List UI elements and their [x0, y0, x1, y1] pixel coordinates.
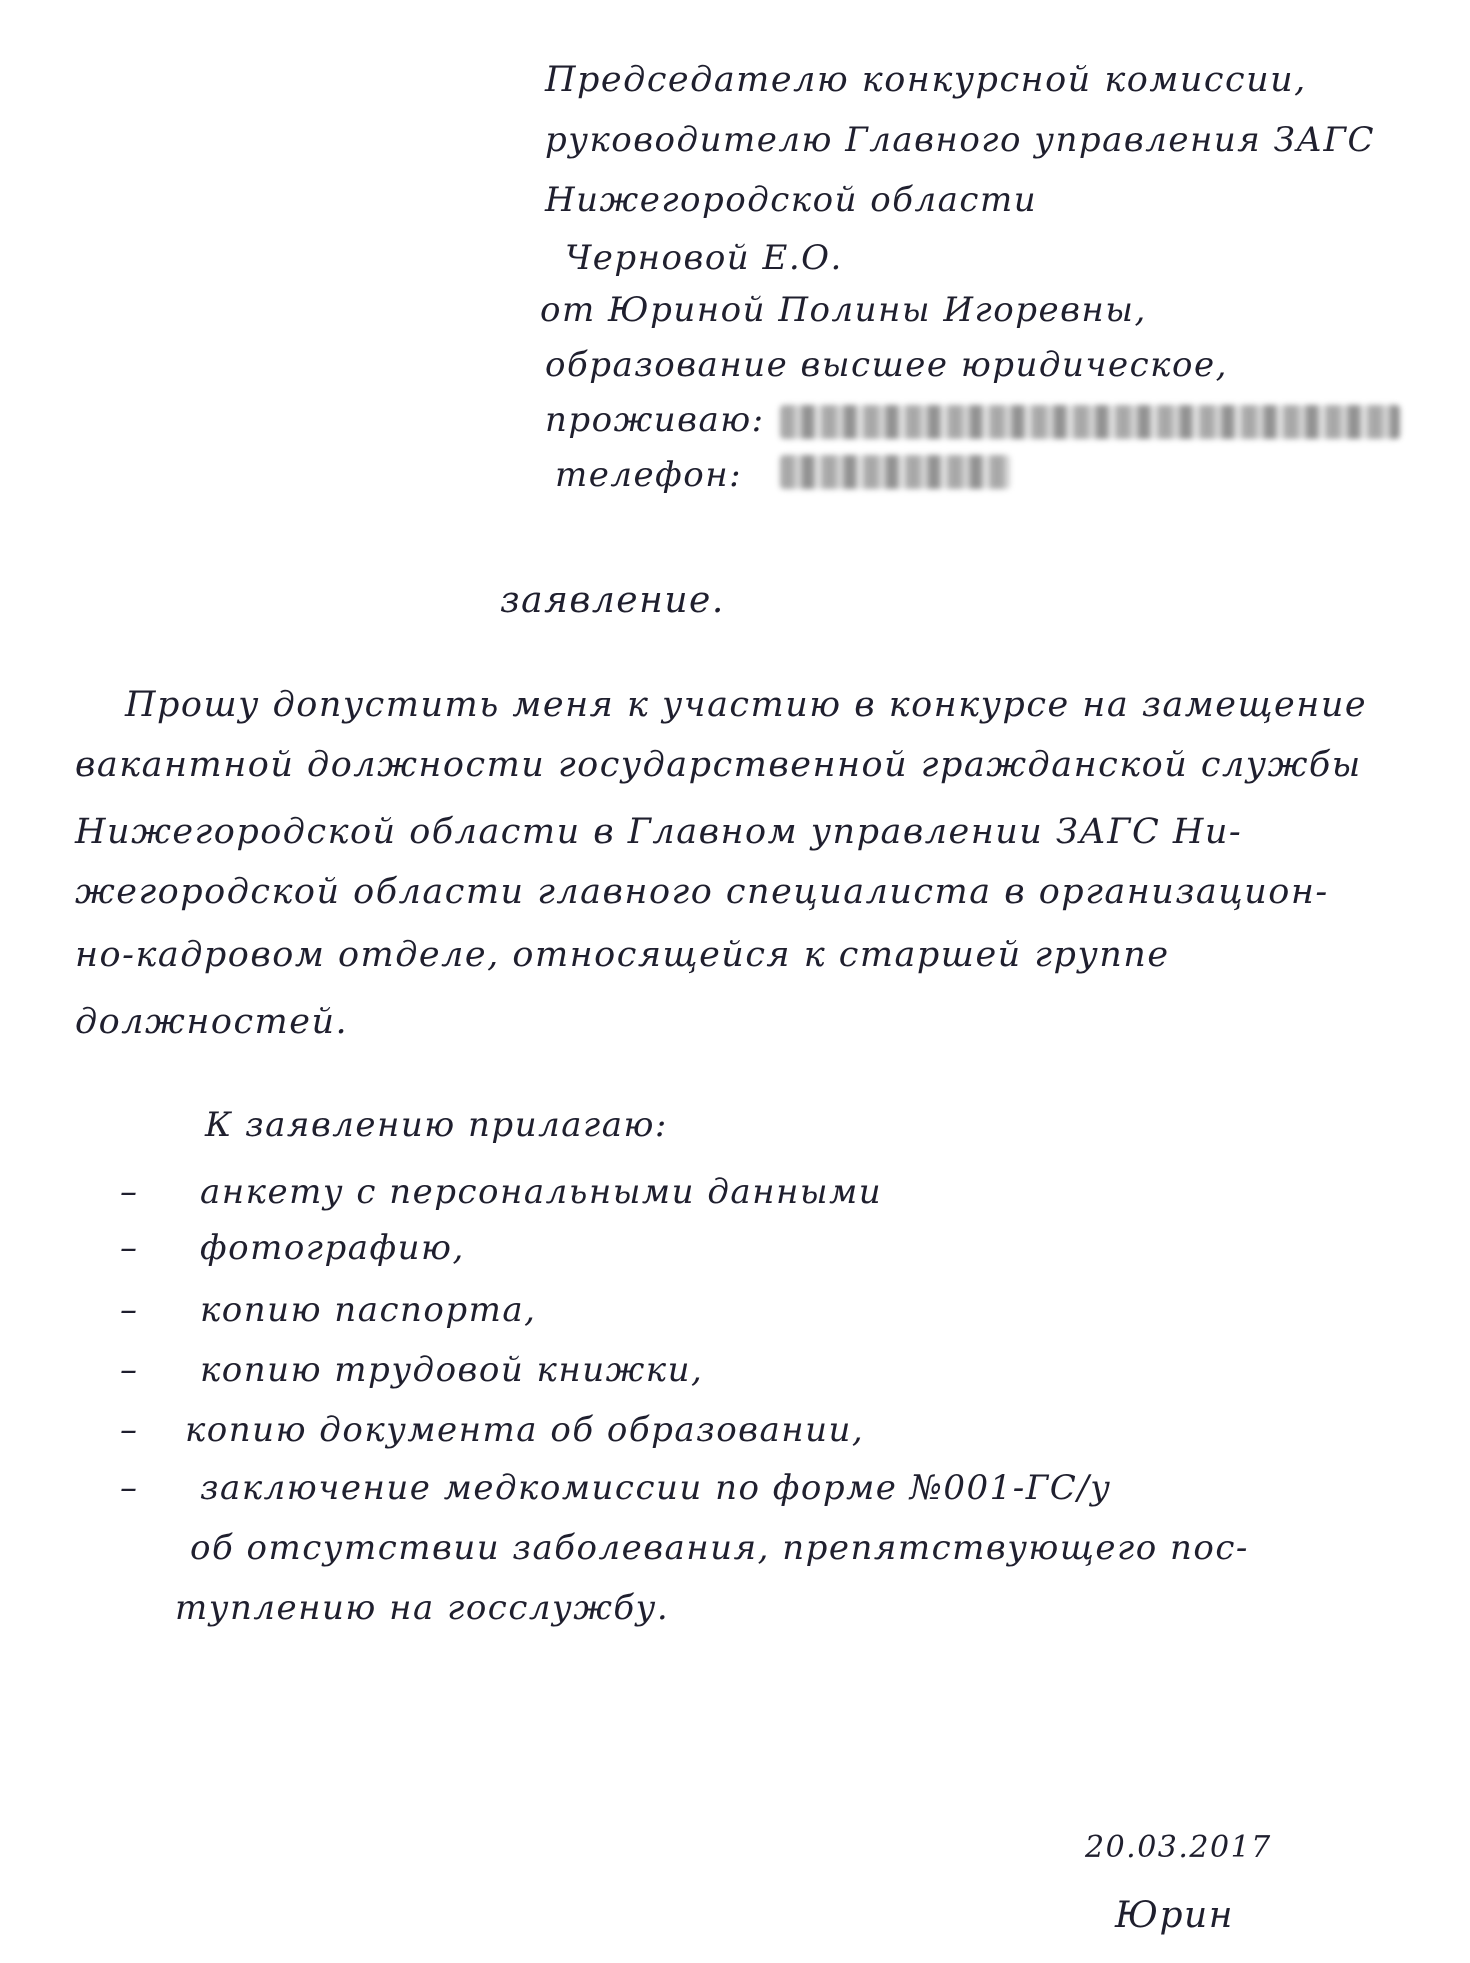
body-line-6: должностей.: [75, 1002, 349, 1042]
phone-label: телефон:: [555, 455, 743, 495]
attachment-item-6: заключение медкомиссии по форме №001-ГС/у: [200, 1468, 1112, 1508]
body-line-1: Прошу допустить меня к участию в конкурсе на замещение: [125, 685, 1368, 725]
address-label: проживаю:: [545, 400, 765, 440]
body-line-5: но-кадровом отделе, относящейся к старшей группе: [75, 935, 1170, 975]
header-line-1: Председателю конкурсной комиссии,: [545, 60, 1307, 100]
document-date: 20.03.2017: [1085, 1830, 1272, 1865]
attachment-item-5: копию документа об образовании,: [185, 1410, 865, 1450]
body-line-4: жегородской области главного специалиста в организацион-: [75, 872, 1329, 912]
header-line-5: от Юриной Полины Игоревны,: [540, 290, 1147, 330]
attachment-dash-1: –: [120, 1172, 139, 1212]
attachment-dash-4: –: [120, 1350, 139, 1390]
body-line-2: вакантной должности государственной гражданской службы: [75, 745, 1362, 785]
attachment-item-6-cont-2: туплению на госслужбу.: [175, 1588, 670, 1628]
body-line-3: Нижегородской области в Главном управлении ЗАГС Ни-: [75, 812, 1243, 852]
attachment-item-3: копию паспорта,: [200, 1290, 537, 1330]
attachment-item-4: копию трудовой книжки,: [200, 1350, 704, 1390]
attachment-item-2: фотографию,: [200, 1228, 465, 1268]
attachment-item-6-cont-1: об отсутствии заболевания, препятствующего пос-: [190, 1528, 1249, 1568]
attachments-intro: К заявлению прилагаю:: [205, 1105, 668, 1145]
document-title: заявление.: [500, 580, 725, 621]
attachment-dash-5: –: [120, 1410, 139, 1450]
attachment-dash-6: –: [120, 1468, 139, 1508]
attachment-item-1: анкету с персональными данными: [200, 1172, 883, 1212]
address-redacted: [780, 405, 1400, 439]
header-line-2: руководителю Главного управления ЗАГС: [545, 120, 1376, 160]
signature: Юрин: [1115, 1895, 1234, 1936]
attachment-dash-3: –: [120, 1290, 139, 1330]
header-line-6: образование высшее юридическое,: [545, 345, 1228, 385]
header-line-4: Черновой Е.О.: [565, 238, 843, 278]
phone-redacted: [780, 455, 1010, 489]
attachment-dash-2: –: [120, 1228, 139, 1268]
header-line-3: Нижегородской области: [545, 180, 1038, 220]
